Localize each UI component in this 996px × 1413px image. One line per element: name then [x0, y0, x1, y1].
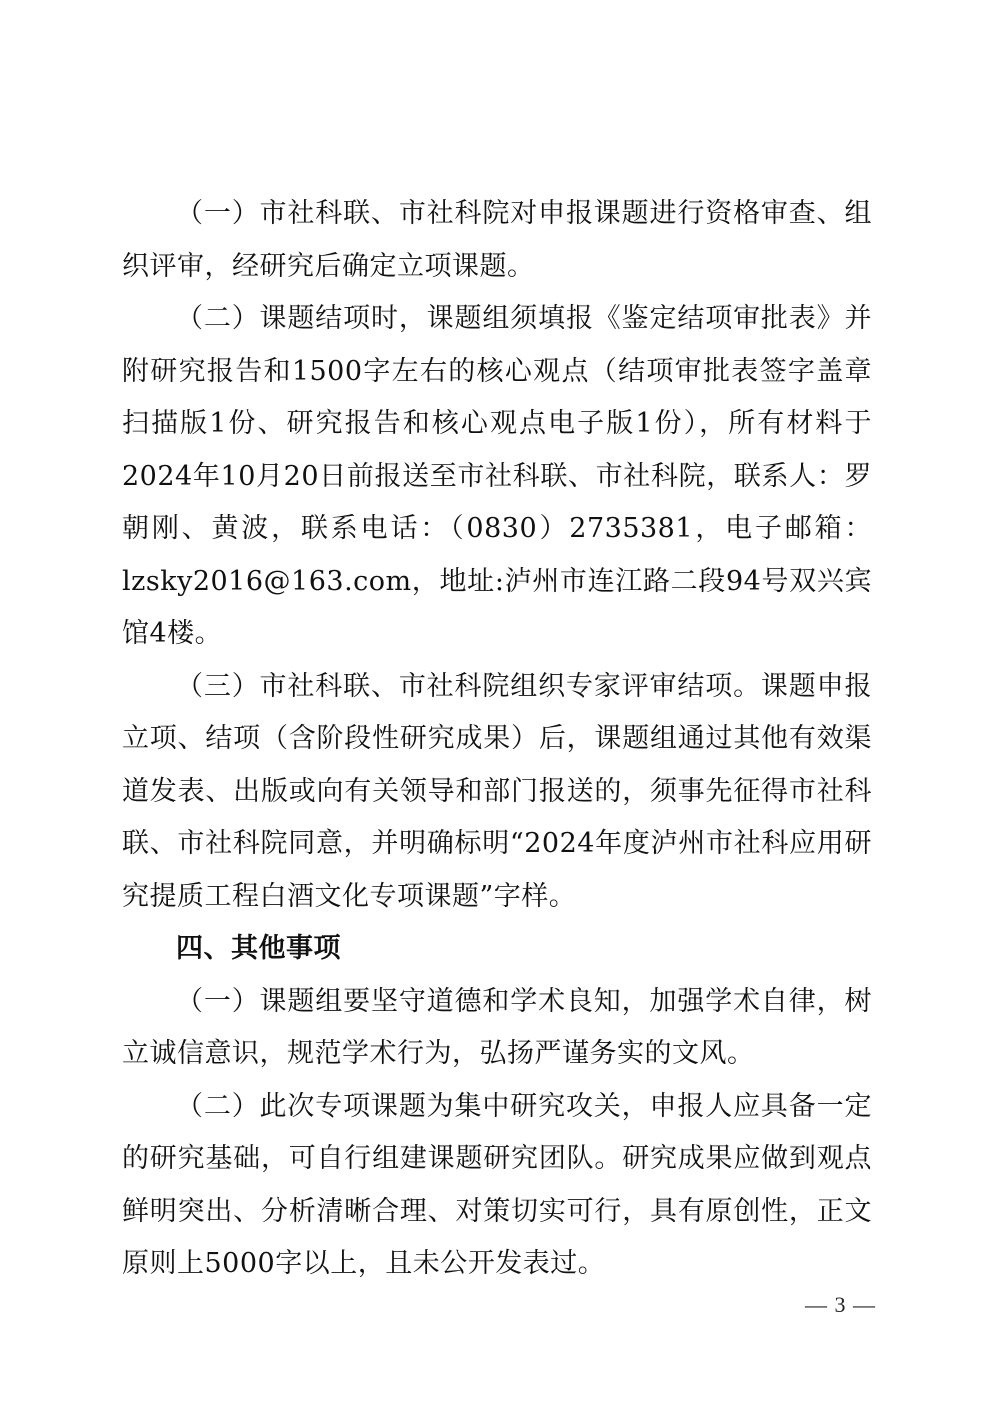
- page-number: — 3 —: [805, 1292, 876, 1317]
- paragraph-completion-submission: （二）课题结项时，课题组须填报《鉴定结项审批表》并附研究报告和1500字左右的核心观点（结项审批表签字盖章扫描版1份、研究报告和核心观点电子版1份），所有材料于2024年10月20日前报送至市社科联、市社科院，联系人：罗朝刚、黄波，联系电话：（0830）2735381，电子邮箱：lzsky2016@163.com，地址:泸州市连江路二段94号双兴宾馆4楼。: [122, 303, 872, 649]
- paragraph-review-process: （一）市社科联、市社科院对申报课题进行资格审查、组织评审，经研究后确定立项课题。: [122, 198, 872, 282]
- paragraph-research-requirements: （二）此次专项课题为集中研究攻关，申报人应具备一定的研究基础，可自行组建课题研究团队。研究成果应做到观点鲜明突出、分析清晰合理、对策切实可行，具有原创性，正文原则上5000字以上，且未公开发表过。: [122, 1090, 872, 1279]
- paragraph-expert-evaluation: （三）市社科联、市社科院组织专家评审结项。课题申报立项、结项（含阶段性研究成果）后，课题组通过其他有效渠道发表、出版或向有关领导和部门报送的，须事先征得市社科联、市社科院同意，并明确标明“2024年度泸州市社科应用研究提质工程白酒文化专项课题”字样。: [122, 670, 872, 912]
- section-heading-other-matters: 四、其他事项: [176, 933, 341, 964]
- paragraph-academic-integrity: （一）课题组要坚守道德和学术良知，加强学术自律，树立诚信意识，规范学术行为，弘扬严谨务实的文风。: [122, 985, 872, 1069]
- document-body: [122, 188, 872, 1291]
